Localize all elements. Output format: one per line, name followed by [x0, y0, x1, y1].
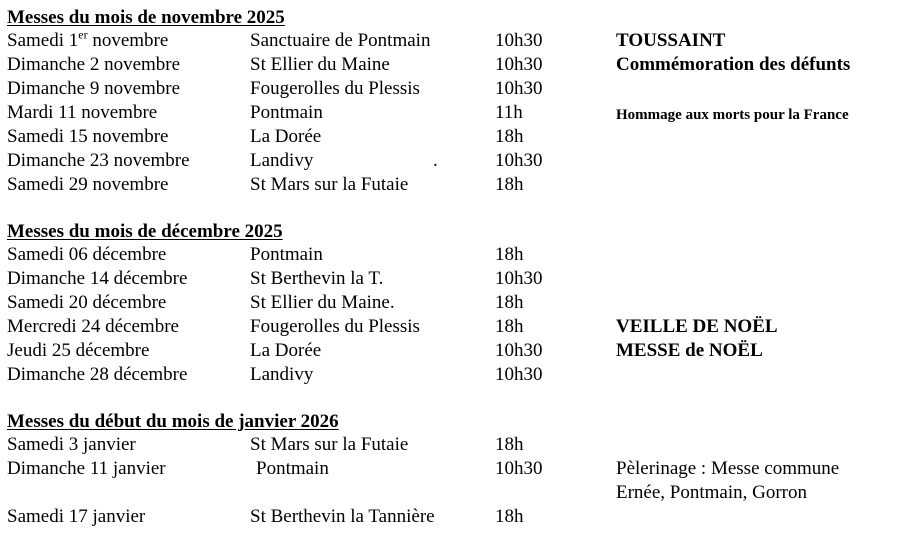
- mass-note: Ernée, Pontmain, Gorron: [616, 482, 808, 503]
- mass-place: St Berthevin la T.: [250, 268, 384, 289]
- mass-note: Hommage aux morts pour la France: [616, 107, 849, 123]
- mass-row: [7, 433, 895, 457]
- section-title: Messes du mois de novembre 2025: [7, 7, 285, 28]
- mass-place: St Ellier du Maine.: [250, 292, 395, 313]
- mass-row: [7, 149, 895, 173]
- mass-row: [7, 173, 895, 197]
- stray-mark: .: [433, 150, 438, 171]
- section-decembre: [7, 222, 895, 387]
- mass-row: [7, 457, 895, 481]
- mass-place: Landivy: [250, 150, 314, 171]
- mass-row-continuation: [7, 481, 895, 505]
- mass-time: 18h: [495, 506, 524, 527]
- mass-place: St Mars sur la Futaie: [250, 434, 409, 455]
- mass-time: 10h30: [495, 340, 543, 361]
- mass-date: Dimanche 23 novembre: [7, 150, 190, 171]
- mass-time: 18h: [495, 244, 524, 265]
- mass-row: [7, 243, 895, 267]
- mass-date: Jeudi 25 décembre: [7, 340, 150, 361]
- mass-time: 10h30: [495, 364, 543, 385]
- mass-place: St Mars sur la Futaie: [250, 174, 409, 195]
- mass-time: 10h30: [495, 458, 543, 479]
- mass-time: 18h: [495, 316, 524, 337]
- mass-row: [7, 505, 895, 529]
- mass-place: Pontmain: [250, 244, 323, 265]
- mass-row: [7, 101, 895, 125]
- section-title: Messes du mois de décembre 2025: [7, 221, 283, 242]
- mass-note: MESSE de NOËL: [616, 340, 763, 361]
- mass-date: Dimanche 2 novembre: [7, 54, 181, 75]
- mass-place: Fougerolles du Plessis: [250, 316, 420, 337]
- mass-date: Dimanche 11 janvier: [7, 458, 166, 479]
- mass-date: Mardi 11 novembre: [7, 102, 158, 123]
- mass-date: Samedi 29 novembre: [7, 174, 169, 195]
- mass-note: Pèlerinage : Messe commune: [616, 458, 840, 479]
- mass-row: [7, 77, 895, 101]
- mass-date: Samedi 17 janvier: [7, 506, 146, 527]
- mass-row: [7, 315, 895, 339]
- mass-time: 10h30: [495, 150, 543, 171]
- mass-row: [7, 125, 895, 149]
- mass-place: Landivy: [250, 364, 314, 385]
- mass-date: Dimanche 28 décembre: [7, 364, 188, 385]
- mass-place: Pontmain: [256, 458, 329, 479]
- mass-time: 10h30: [495, 54, 543, 75]
- mass-date: Samedi 20 décembre: [7, 292, 167, 313]
- mass-date: Dimanche 9 novembre: [7, 78, 181, 99]
- mass-row: [7, 363, 895, 387]
- mass-time: 18h: [495, 126, 524, 147]
- mass-time: 10h30: [495, 78, 543, 99]
- mass-place: Pontmain: [250, 102, 323, 123]
- mass-time: 11h: [495, 102, 523, 123]
- mass-place: La Dorée: [250, 340, 322, 361]
- mass-place: Fougerolles du Plessis: [250, 78, 420, 99]
- mass-note: Commémoration des défunts: [616, 54, 851, 75]
- mass-place: St Ellier du Maine: [250, 54, 390, 75]
- section-novembre: [7, 8, 895, 197]
- mass-date: Samedi 1er novembre: [7, 27, 169, 51]
- mass-time: 18h: [495, 292, 524, 313]
- mass-date: Samedi 15 novembre: [7, 126, 169, 147]
- mass-date: Samedi 06 décembre: [7, 244, 167, 265]
- mass-row: [7, 267, 895, 291]
- mass-row: [7, 291, 895, 315]
- mass-row: [7, 53, 895, 77]
- mass-note: VEILLE DE NOËL: [616, 316, 778, 337]
- mass-note: TOUSSAINT: [616, 30, 726, 51]
- mass-place: Sanctuaire de Pontmain: [250, 30, 431, 51]
- mass-row: [7, 339, 895, 363]
- section-janvier: [7, 412, 895, 529]
- section-title: Messes du début du mois de janvier 2026: [7, 411, 339, 432]
- mass-time: 18h: [495, 434, 524, 455]
- mass-place: La Dorée: [250, 126, 322, 147]
- mass-time: 18h: [495, 174, 524, 195]
- mass-time: 10h30: [495, 268, 543, 289]
- mass-place: St Berthevin la Tannière: [250, 506, 435, 527]
- mass-time: 10h30: [495, 30, 543, 51]
- mass-date: Mercredi 24 décembre: [7, 316, 179, 337]
- mass-row: [7, 29, 895, 53]
- mass-date: Dimanche 14 décembre: [7, 268, 188, 289]
- mass-date: Samedi 3 janvier: [7, 434, 136, 455]
